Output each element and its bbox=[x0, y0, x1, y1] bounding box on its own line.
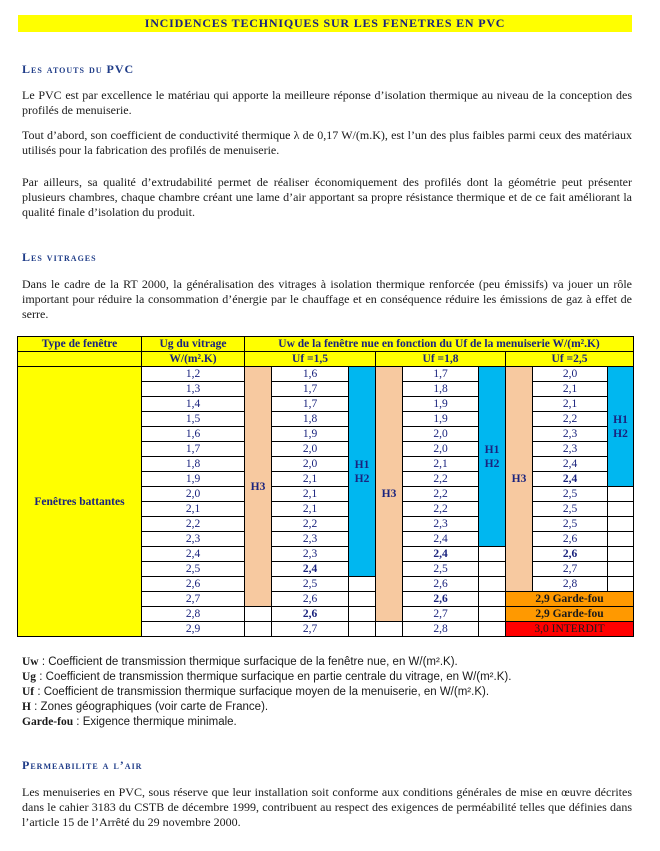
uw-value: 2,2 bbox=[533, 412, 608, 427]
table-cell-empty bbox=[608, 487, 634, 502]
ug-value: 2,8 bbox=[142, 607, 245, 622]
def-symbol: Ug bbox=[22, 671, 37, 683]
ug-value: 2,9 bbox=[142, 622, 245, 637]
table-cell-empty bbox=[479, 577, 506, 592]
uw-value: 1,9 bbox=[272, 427, 349, 442]
header-ug: Ug du vitrage bbox=[142, 337, 245, 352]
uw-value: 2,0 bbox=[272, 442, 349, 457]
table-cell-empty bbox=[479, 547, 506, 562]
uw-value: 2,3 bbox=[272, 532, 349, 547]
section-heading-permeabilite: Permeabilite a l’air bbox=[22, 758, 143, 772]
uw-value: 2,5 bbox=[533, 487, 608, 502]
ug-value: 2,1 bbox=[142, 502, 245, 517]
table-row bbox=[18, 367, 634, 382]
header-uf-2-5: Uf =2,5 bbox=[506, 352, 634, 367]
def-text: : Zones géographiques (voir carte de France). bbox=[30, 701, 269, 713]
table-cell-empty bbox=[608, 562, 634, 577]
ug-value: 2,7 bbox=[142, 592, 245, 607]
uw-value: 2,6 bbox=[533, 532, 608, 547]
uw-value: 2,4 bbox=[533, 472, 608, 487]
uw-value: 2,1 bbox=[272, 487, 349, 502]
uw-value: 1,9 bbox=[403, 412, 479, 427]
zone-h3-band: H3 bbox=[245, 367, 272, 607]
paragraph: Tout d’abord, son coefficient de conductivité thermique λ de 0,17 W/(m.K), est l’un des plus faibles parmi ceux des matériaux utilisés pour la fabrication des profilés de menuiserie. bbox=[22, 128, 632, 157]
ug-value: 2,2 bbox=[142, 517, 245, 532]
uw-value: 2,2 bbox=[272, 517, 349, 532]
table-cell-empty bbox=[608, 517, 634, 532]
uw-value: 2,6 bbox=[403, 577, 479, 592]
zone-h1-h2-band: H1 H2 bbox=[349, 367, 376, 577]
uw-value: 1,8 bbox=[272, 412, 349, 427]
ug-value: 1,9 bbox=[142, 472, 245, 487]
uw-value: 2,2 bbox=[403, 472, 479, 487]
def-text: : Coefficient de transmission thermique surfacique moyen de la menuiserie, en W/(m².K). bbox=[34, 686, 490, 698]
uw-value: 1,7 bbox=[272, 382, 349, 397]
uw-value: 2,6 bbox=[272, 592, 349, 607]
row-label-fenetres: Fenêtres battantes bbox=[18, 367, 142, 637]
ug-value: 1,5 bbox=[142, 412, 245, 427]
table-cell-empty bbox=[376, 622, 403, 637]
uw-value: 2,4 bbox=[533, 457, 608, 472]
uw-value: 2,8 bbox=[403, 622, 479, 637]
table-cell-empty bbox=[608, 532, 634, 547]
uw-value: 2,3 bbox=[272, 547, 349, 562]
table-cell-empty bbox=[245, 622, 272, 637]
document-title: INCIDENCES TECHNIQUES SUR LES FENETRES EN PVC bbox=[18, 15, 632, 32]
def-symbol: H bbox=[22, 701, 31, 713]
table-cell-empty bbox=[479, 622, 506, 637]
uw-value: 2,6 bbox=[403, 592, 479, 607]
def-symbol: Uf bbox=[22, 686, 35, 698]
table-cell-empty bbox=[608, 547, 634, 562]
legend-definitions bbox=[22, 655, 511, 730]
ug-value: 2,5 bbox=[142, 562, 245, 577]
zone-h3-band: H3 bbox=[376, 367, 403, 622]
uw-value: 2,1 bbox=[403, 457, 479, 472]
table-cell-empty bbox=[349, 592, 376, 607]
ug-value: 2,4 bbox=[142, 547, 245, 562]
uw-value: 1,7 bbox=[403, 367, 479, 382]
uw-value: 2,7 bbox=[403, 607, 479, 622]
garde-fou-cell: 2,9 Garde-fou bbox=[506, 607, 634, 622]
uw-value: 2,0 bbox=[403, 442, 479, 457]
header-blank bbox=[18, 352, 142, 367]
header-uf-1-5: Uf =1,5 bbox=[245, 352, 376, 367]
header-uw: Uw de la fenêtre nue en fonction du Uf de la menuiserie W/(m².K) bbox=[245, 337, 634, 352]
uw-value: 2,1 bbox=[272, 502, 349, 517]
garde-fou-cell: 2,9 Garde-fou bbox=[506, 592, 634, 607]
uw-value: 2,1 bbox=[272, 472, 349, 487]
uw-value: 2,3 bbox=[403, 517, 479, 532]
table-cell-empty bbox=[349, 607, 376, 622]
uw-table bbox=[17, 336, 634, 637]
uw-value: 1,9 bbox=[403, 397, 479, 412]
uw-value: 2,3 bbox=[533, 427, 608, 442]
def-text: : Coefficient de transmission thermique surfacique de la fenêtre nue, en W/(m².K). bbox=[38, 656, 458, 668]
ug-value: 2,6 bbox=[142, 577, 245, 592]
uw-value: 1,6 bbox=[272, 367, 349, 382]
uw-value: 2,3 bbox=[533, 442, 608, 457]
ug-value: 1,4 bbox=[142, 397, 245, 412]
uw-value: 2,5 bbox=[533, 502, 608, 517]
ug-value: 1,8 bbox=[142, 457, 245, 472]
def-text: : Exigence thermique minimale. bbox=[73, 716, 237, 728]
zone-h3-band: H3 bbox=[506, 367, 533, 592]
uw-value: 2,7 bbox=[533, 562, 608, 577]
uw-value: 2,7 bbox=[272, 622, 349, 637]
zone-h1-h2-band: H1 H2 bbox=[608, 367, 634, 487]
zone-h1-h2-band: H1 H2 bbox=[479, 367, 506, 547]
table-cell-empty bbox=[608, 502, 634, 517]
uw-value: 2,5 bbox=[533, 517, 608, 532]
table-cell-empty bbox=[479, 562, 506, 577]
uw-value: 2,5 bbox=[403, 562, 479, 577]
header-uf-1-8: Uf =1,8 bbox=[376, 352, 506, 367]
uw-value: 2,2 bbox=[403, 502, 479, 517]
uw-value: 2,5 bbox=[272, 577, 349, 592]
table-cell-empty bbox=[349, 577, 376, 592]
uw-value: 2,0 bbox=[272, 457, 349, 472]
header-type: Type de fenêtre bbox=[18, 337, 142, 352]
ug-value: 1,7 bbox=[142, 442, 245, 457]
section-heading-vitrages: Les vitrages bbox=[22, 250, 97, 264]
table-cell-empty bbox=[608, 577, 634, 592]
ug-value: 2,0 bbox=[142, 487, 245, 502]
uw-value: 1,8 bbox=[403, 382, 479, 397]
ug-value: 2,3 bbox=[142, 532, 245, 547]
header-ug-unit: W/(m².K) bbox=[142, 352, 245, 367]
table-cell-empty bbox=[479, 592, 506, 607]
table-cell-empty bbox=[245, 607, 272, 622]
uw-value: 2,4 bbox=[403, 532, 479, 547]
def-symbol: Garde-fou bbox=[22, 716, 74, 728]
table-cell-empty bbox=[479, 607, 506, 622]
paragraph: Dans le cadre de la RT 2000, la généralisation des vitrages à isolation thermique renforcée (peu émissifs) va jouer un rôle important pour réduire la consommation d’énergie par le chauffage et en conséquence réduire les émissions de gaz à effet de serre. bbox=[22, 277, 632, 321]
paragraph: Le PVC est par excellence le matériau qui apporte la meilleure réponse d’isolation thermique au niveau de la conception des profilés de menuiserie. bbox=[22, 88, 632, 117]
uw-value: 2,0 bbox=[403, 427, 479, 442]
uw-value: 2,4 bbox=[403, 547, 479, 562]
ug-value: 1,3 bbox=[142, 382, 245, 397]
uw-value: 1,7 bbox=[272, 397, 349, 412]
uw-value: 2,1 bbox=[533, 382, 608, 397]
interdit-cell: 3,0 INTERDIT bbox=[506, 622, 634, 637]
uw-value: 2,8 bbox=[533, 577, 608, 592]
uw-value: 2,1 bbox=[533, 397, 608, 412]
paragraph: Par ailleurs, sa qualité d’extrudabilité permet de réaliser économiquement des profilés dont la géométrie peut présenter plusieurs chambres, chaque chambre créant une lame d’air apportant sa propre résistance thermique et de ce fait améliorant la qualité finale d’isolation du produit. bbox=[22, 175, 632, 219]
uw-value: 2,4 bbox=[272, 562, 349, 577]
def-text: : Coefficient de transmission thermique surfacique en partie centrale du vitrage, en W/(m².K). bbox=[36, 671, 512, 683]
def-symbol: Uw bbox=[22, 656, 39, 668]
section-heading-atouts: Les atouts du PVC bbox=[22, 62, 135, 76]
table-cell-empty bbox=[349, 622, 376, 637]
paragraph: Les menuiseries en PVC, sous réserve que leur installation soit conforme aux conditions générales de mise en œuvre décrites dans le cahier 3183 du CSTB de décembre 1999, contribuent au respect des exigences de perméabilité telles que définies dans l’article 15 de l’Arrêté du 29 novembre 2000. bbox=[22, 785, 632, 829]
uw-value: 2,2 bbox=[403, 487, 479, 502]
uw-value: 2,6 bbox=[533, 547, 608, 562]
ug-value: 1,2 bbox=[142, 367, 245, 382]
uw-value: 2,6 bbox=[272, 607, 349, 622]
ug-value: 1,6 bbox=[142, 427, 245, 442]
uw-value: 2,0 bbox=[533, 367, 608, 382]
